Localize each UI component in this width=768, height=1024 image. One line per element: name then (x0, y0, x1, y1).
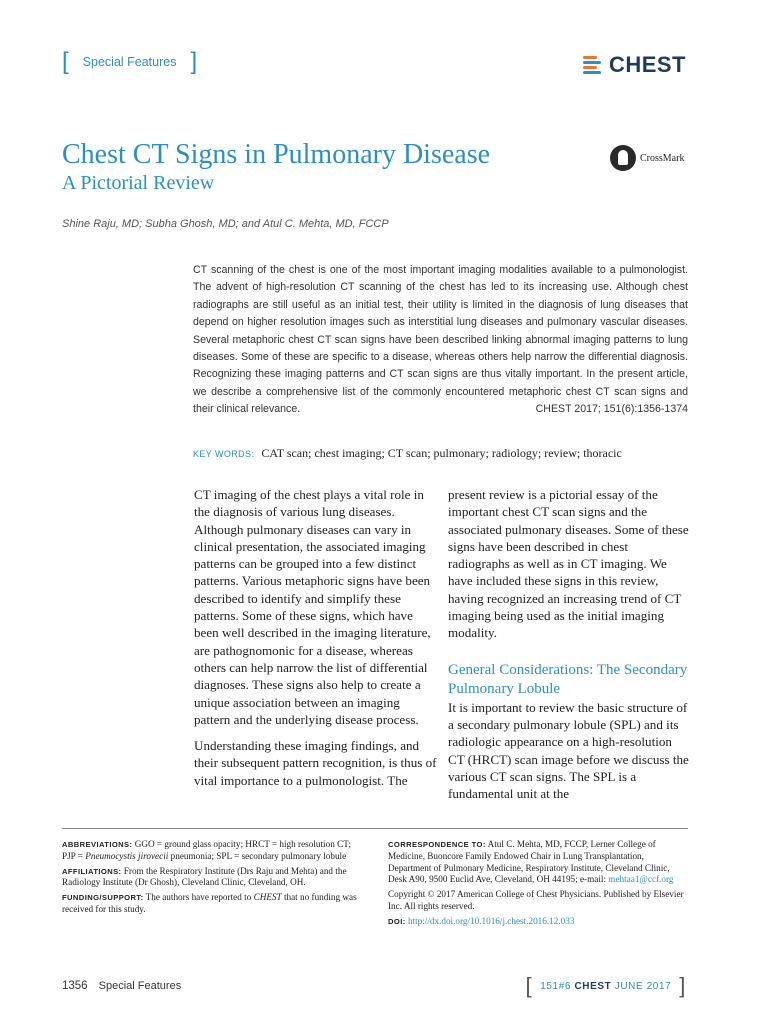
body-paragraph: It is important to review the basic structure of a secondary pulmonary lobule (SPL) and its radiologic appearance on a high-resolution CT (HRCT) scan image before we discuss the various CT scan signs. The SPL is a fundamental unit at the (448, 699, 689, 802)
correspondence-label: CORRESPONDENCE TO: (388, 840, 486, 849)
funding-text-b: that no funding was received for this study. (62, 892, 357, 914)
footer-right-bracket: ] (679, 973, 686, 998)
page-footer-right (525, 973, 686, 998)
keywords (193, 446, 693, 461)
body-column-left (194, 486, 437, 789)
affiliations-label: AFFILIATIONS: (62, 866, 122, 876)
abstract-text: CT scanning of the chest is one of the most important imaging modalities available to a pulmonologist. The advent of high-resolution CT scanning of the chest has led to its increasing use. Although chest radiographs are still useful as an initial test, their utility is limited in the diagnosis of lung diseases that depend on higher resolution images such as interstitial lung diseases and pulmonary vascular diseases. Several metaphoric chest CT scan signs have been described linking abnormal imaging patterns to lung diseases. Some of these are specific to a disease, whereas others help narrow the differential diagnosis. Recognizing these imaging patterns and CT scan signs are thus vitally important. In the present article, we describe a comprehensive list of the commonly encountered metaphoric chest CT scan signs and their clinical relevance. (193, 264, 688, 416)
journal-issue (540, 981, 671, 992)
affiliations-text: From the Respiratory Institute (Drs Raju and Mehta) and the Radiology Institute (Dr Ghosh), Cleveland Clinic, Cleveland, OH. (62, 865, 347, 888)
footer-section: Special Features (98, 980, 182, 992)
correspondence-note (388, 839, 688, 886)
chest-logo (583, 52, 686, 78)
affiliations-note (62, 866, 364, 890)
crossmark-icon (610, 145, 636, 171)
doi-note (388, 916, 688, 928)
abbreviations-text-a: GGO = ground glass opacity; HRCT = high resolution CT; PJP = (62, 839, 351, 861)
section-label: Special Features (82, 55, 177, 69)
body-column-right (448, 486, 690, 802)
funding-note (62, 892, 364, 916)
keywords-list: CAT scan; chest imaging; CT scan; pulmonary; radiology; review; thoracic (261, 446, 622, 460)
footer-left-bracket: [ (525, 973, 533, 998)
issue-number: 151#6 (540, 980, 572, 992)
issue-date: JUNE 2017 (614, 980, 672, 992)
author-list: Shine Raju, MD; Subha Ghosh, MD; and Atul C. Mehta, MD, FCCP (62, 218, 389, 230)
doi-label: DOI: (388, 916, 406, 926)
crossmark-badge[interactable] (610, 145, 684, 171)
abstract (193, 262, 688, 419)
section-tag (62, 48, 198, 75)
citation: CHEST 2017; 151(6):1356-1374 (535, 403, 688, 416)
footnote-divider (62, 828, 688, 829)
footnotes-left (62, 839, 364, 919)
abbreviations-text-b: pneumonia; SPL = secondary pulmonary lobule (170, 850, 347, 861)
funding-label: FUNDING/SUPPORT: (62, 893, 144, 903)
email-link[interactable]: mehtaa1@ccf.org (608, 874, 674, 885)
page-footer-left (62, 980, 181, 992)
right-bracket: ] (190, 48, 198, 75)
keywords-label: KEY WORDS: (193, 449, 255, 459)
article-subtitle: A Pictorial Review (62, 172, 215, 194)
page-number: 1356 (62, 980, 88, 992)
journal-name: CHEST (574, 980, 612, 992)
crossmark-label: CrossMark (640, 152, 685, 164)
section-heading: General Considerations: The Secondary Pulmonary Lobule (448, 661, 688, 697)
abbreviations-italic: Pneumocystis jirovecii (85, 850, 169, 861)
abbreviations-note (62, 839, 364, 863)
chest-logo-icon (583, 55, 605, 75)
body-paragraph: Understanding these imaging findings, and their subsequent pattern recognition, is thus of vital importance to a pulmonologist. The (194, 738, 437, 788)
article-title: Chest CT Signs in Pulmonary Disease (62, 139, 491, 170)
left-bracket: [ (62, 48, 69, 75)
copyright-note: Copyright © 2017 American College of Chest Physicians. Published by Elsevier Inc. All rights reserved. (388, 889, 684, 911)
abbreviations-label: ABBREVIATIONS: (62, 840, 133, 849)
funding-italic: CHEST (253, 892, 282, 903)
footnotes-right (388, 839, 688, 931)
body-paragraph: CT imaging of the chest plays a vital role in the diagnosis of various lung diseases. Although pulmonary diseases can vary in clinical presentation, the associated imaging patterns can be grouped into a few distinct patterns. Various metaphoric signs have been described to identify and simplify these patterns. Some of these signs, which have been well described in the imaging literature, are pathognomonic for a disease, whereas others can help narrow the list of differential diagnoses. These signs also help to create a unique association between an imaging pattern and the underlying disease process. (194, 487, 431, 727)
body-paragraph: present review is a pictorial essay of the important chest CT scan signs and the associated pulmonary diseases. Some of these signs have been described in chest radiographs as well as in CT imaging. We have included these signs in this review, having recognized an increasing trend of CT imaging being used as the initial imaging modality. (448, 487, 689, 641)
correspondence-text: Atul C. Mehta, MD, FCCP, Lerner College of Medicine, Buoncore Family Endowed Chair in Lung Transplantation, Department of Pulmonary Medicine, Respiratory Institute, Cleveland Clinic, Desk A90, 9500 Euclid Ave, Cleveland, OH 44195; e-mail: (388, 839, 670, 885)
chest-logo-text: CHEST (608, 52, 686, 77)
funding-text-a: The authors have reported to (145, 892, 252, 903)
doi-link[interactable]: http://dx.doi.org/10.1016/j.chest.2016.12.033 (407, 915, 575, 926)
